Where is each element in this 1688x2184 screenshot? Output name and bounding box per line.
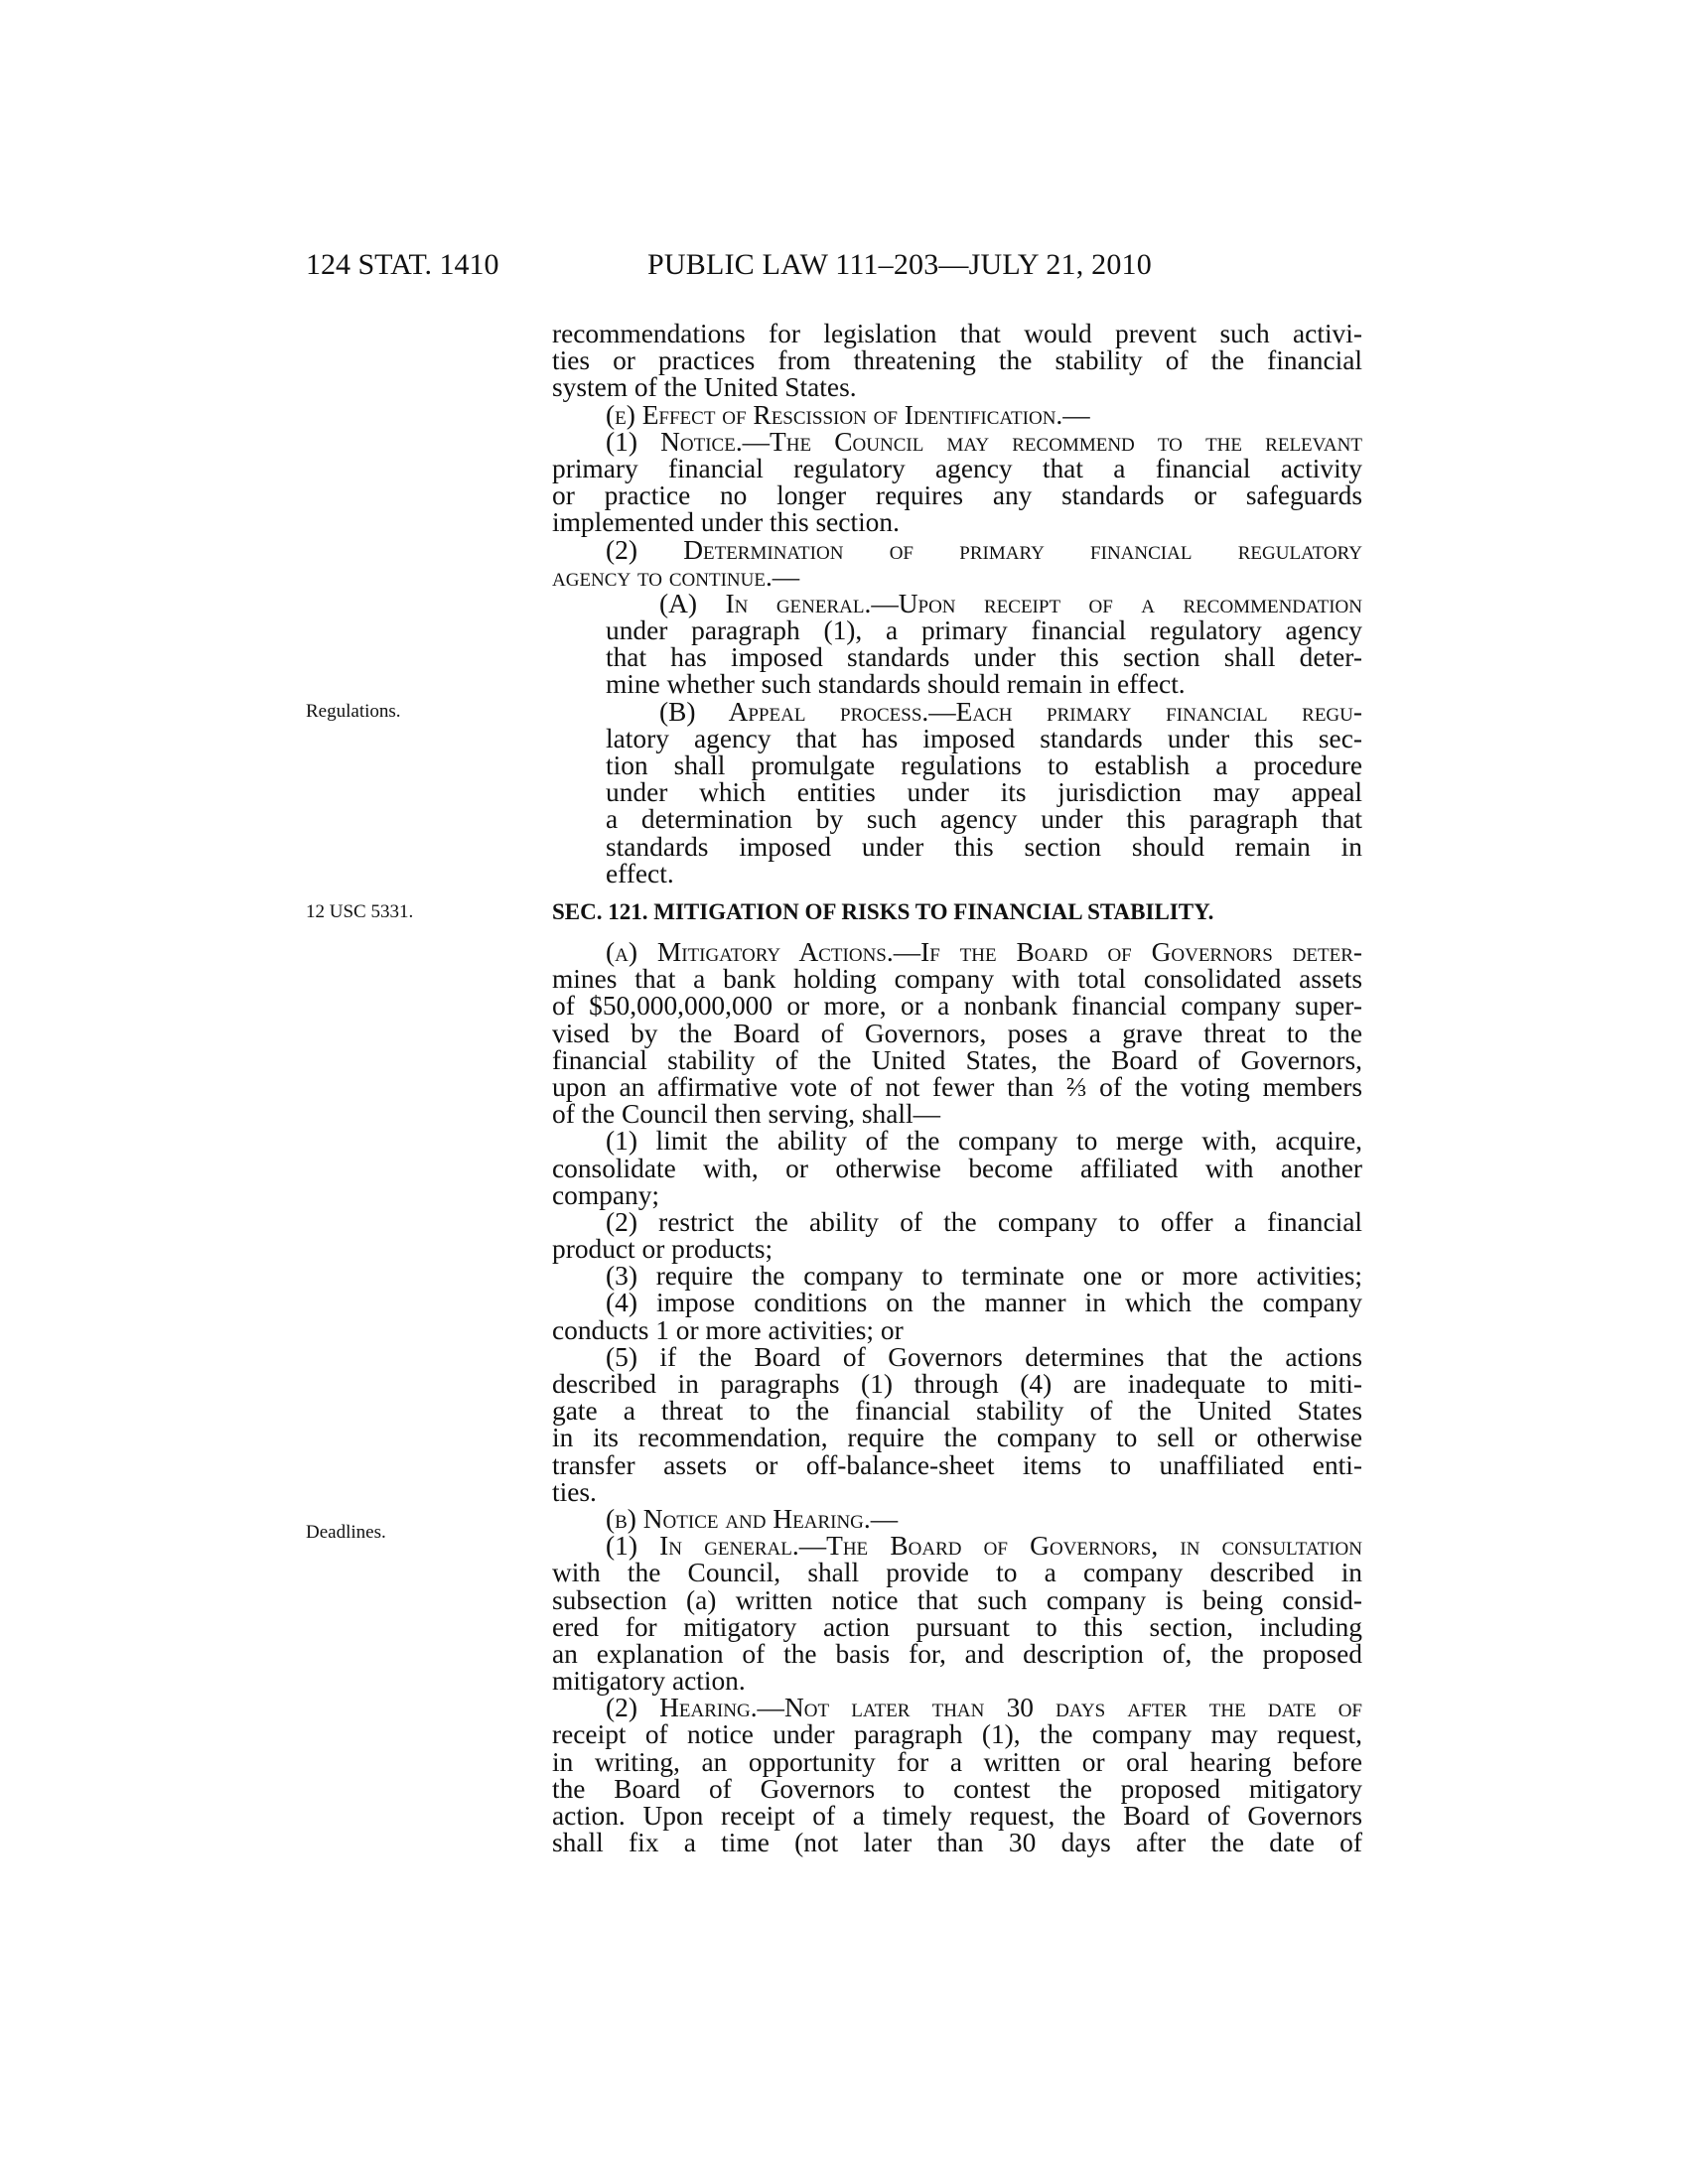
text-line: described in paragraphs (1) through (4) are inadequate to miti- [552, 1369, 1362, 1399]
text-line: with the Council, shall provide to a company described in [552, 1558, 1362, 1588]
text-line: (4) impose conditions on the manner in which the company [606, 1288, 1362, 1318]
text-line: mine whether such standards should remain in effect. [606, 669, 1186, 700]
text-line: primary financial regulatory agency that a financial activity [552, 453, 1362, 483]
section-heading-text: SEC. 121. MITIGATION OF RISKS TO FINANCIAL STABILITY. [552, 899, 1214, 924]
text-line: financial stability of the United States, the Board of Governors, [552, 1044, 1362, 1075]
text-line: that has imposed standards under this section shall deter- [606, 642, 1362, 673]
text-line: product or products; [552, 1234, 774, 1265]
text-line: upon an affirmative vote of not fewer than ⅔ of the voting members [552, 1071, 1362, 1102]
text-line: gate a threat to the financial stability of the United States [552, 1396, 1362, 1427]
margin-note-regulations: Regulations. [306, 701, 401, 722]
text-line: (1) limit the ability of the company to merge with, acquire, [606, 1126, 1362, 1157]
text-line: under paragraph (1), a primary financial regulatory agency [606, 615, 1362, 646]
text-line: (5) if the Board of Governors determines that the actions [606, 1341, 1362, 1372]
text-line: (B) Appeal process.—Each primary financial regu- [659, 696, 1362, 727]
text-line: (2) Hearing.—Not later than 30 days after the date of [606, 1693, 1362, 1723]
text-line: the Board of Governors to contest the proposed mitigatory [552, 1773, 1362, 1804]
text-line: consolidate with, or otherwise become affiliated with another [552, 1153, 1362, 1183]
text-line: vised by the Board of Governors, poses a grave threat to the [552, 1018, 1362, 1048]
text-line: of the Council then serving, shall— [552, 1099, 941, 1130]
text-line: of $50,000,000,000 or more, or a nonbank financial company super- [552, 991, 1362, 1022]
text-line: (2) Determination of primary financial regulatory [606, 534, 1362, 565]
text-line: conducts 1 or more activities; or [552, 1314, 904, 1345]
text-line: effect. [606, 858, 674, 888]
text-line: transfer assets or off-balance-sheet items to unaffiliated enti- [552, 1449, 1362, 1480]
text-line: system of the United States. [552, 372, 857, 403]
text-line: in writing, an opportunity for a written or oral hearing before [552, 1746, 1362, 1777]
text-line: subsection (a) written notice that such company is being consid- [552, 1584, 1362, 1615]
text-line: receipt of notice under paragraph (1), the company may request, [552, 1719, 1362, 1750]
text-line: latory agency that has imposed standards under this sec- [606, 723, 1362, 753]
section-121-heading [552, 897, 1362, 925]
body-text-lower [552, 939, 1362, 1856]
text-line: (3) require the company to terminate one or more activities; [606, 1261, 1362, 1292]
text-line: (1) Notice.—The Council may recommend to the relevant [606, 426, 1362, 457]
text-line: action. Upon receipt of a timely request, the Board of Governors [552, 1801, 1362, 1831]
text-line: ties. [552, 1476, 597, 1507]
subsection-b-heading: (b) Notice and Hearing.— [606, 1503, 899, 1534]
text-line: (2) restrict the ability of the company to offer a financial [606, 1206, 1362, 1237]
text-line: (1) In general.—The Board of Governors, in consultation [606, 1531, 1362, 1562]
text-line: in its recommendation, require the company to sell or otherwise [552, 1423, 1362, 1453]
margin-note-deadlines: Deadlines. [306, 1522, 386, 1543]
subsection-e-heading: (e) Effect of Rescission of Identification.— [606, 399, 1090, 430]
text-line: company; [552, 1179, 660, 1210]
text-line: (a) Mitigatory Actions.—If the Board of Governors deter- [606, 937, 1362, 967]
text-line: standards imposed under this section should remain in [606, 831, 1362, 862]
text-line: tion shall promulgate regulations to establish a procedure [606, 751, 1362, 780]
text-line: or practice no longer requires any standards or safeguards [552, 480, 1362, 511]
page-title: PUBLIC LAW 111–203—JULY 21, 2010 [647, 248, 1152, 281]
text-line: ties or practices from threatening the stability of the financial [552, 345, 1362, 376]
text-line: agency to continue.— [552, 561, 800, 592]
text-line: shall fix a time (not later than 30 days after the date of [552, 1828, 1362, 1858]
text-line: under which entities under its jurisdiction may appeal [606, 777, 1362, 808]
body-text-upper [552, 321, 1362, 887]
text-line: ered for mitigatory action pursuant to this section, including [552, 1611, 1362, 1642]
text-line: (A) In general.—Upon receipt of a recommendation [659, 588, 1362, 618]
text-line: mitigatory action. [552, 1666, 746, 1697]
text-line: an explanation of the basis for, and description of, the proposed [552, 1638, 1362, 1669]
text-line: mines that a bank holding company with total consolidated assets [552, 964, 1362, 995]
text-line: recommendations for legislation that would prevent such activi- [552, 319, 1362, 348]
stat-reference: 124 STAT. 1410 [306, 248, 499, 281]
margin-note-usc: 12 USC 5331. [306, 901, 414, 922]
text-line: implemented under this section. [552, 507, 900, 538]
text-line: a determination by such agency under this paragraph that [606, 804, 1362, 835]
